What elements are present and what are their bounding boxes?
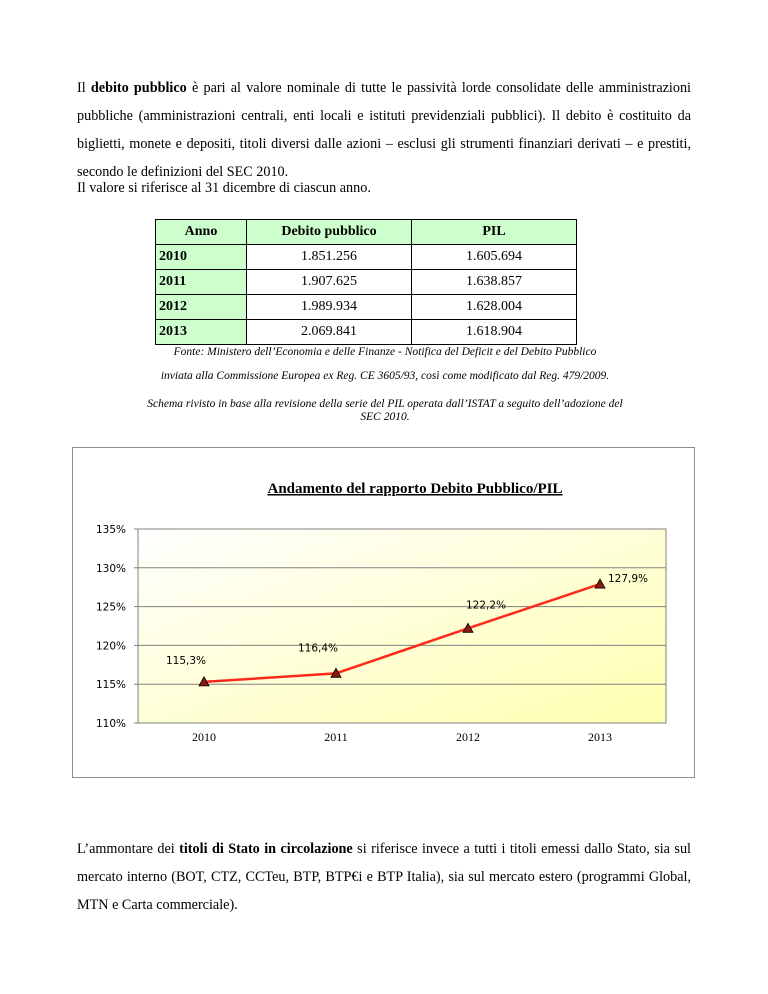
table-row — [156, 295, 577, 320]
row-debito: 1.907.625 — [247, 270, 412, 295]
y-tick-label: 135% — [95, 524, 126, 536]
source-note-line1: Fonte: Ministero dell’Economia e delle Finanze - Notifica del Deficit e del Debito Pubblico — [173, 346, 597, 358]
row-pil: 1.618.904 — [412, 320, 577, 345]
data-label: 122,2% — [465, 599, 507, 612]
outro-text-rest: si riferisce invece a tutti i titoli emessi dallo Stato, sia sul mercato interno (BOT, CTZ, CCTeu, BTP, BTP€i e BTP Italia), sia sul mercato estero (programmi Global, MTN e Carta commerciale). — [77, 841, 691, 913]
row-year: 2011 — [156, 270, 247, 295]
intro-bold-term: debito pubblico — [90, 80, 187, 96]
chart-title: Andamento del rapporto Debito Pubblico/PIL — [267, 481, 563, 497]
outro-paragraph — [77, 835, 691, 919]
x-tick-label: 2012 — [456, 730, 480, 744]
y-tick-label: 125% — [95, 601, 126, 614]
row-pil: 1.628.004 — [412, 295, 577, 320]
y-tick-label: 115% — [95, 679, 126, 692]
header-pil: PIL — [412, 220, 577, 245]
row-pil: 1.605.694 — [412, 245, 577, 270]
data-label: 127,9% — [607, 573, 649, 586]
outro-text-start: L’ammontare dei — [77, 841, 180, 857]
y-tick-label: 120% — [95, 640, 126, 653]
debt-gdp-chart — [72, 447, 695, 778]
intro-paragraph — [77, 74, 691, 186]
row-year: 2013 — [156, 320, 247, 345]
debt-table — [155, 219, 577, 345]
outro-bold-term: titoli di Stato in circolazione — [179, 841, 353, 857]
schema-note-line1: Schema rivisto in base alla revisione della serie del PIL operata dall’ISTAT a seguito dell’adozione del — [147, 398, 623, 410]
table-row — [156, 320, 577, 345]
intro-text-rest: è pari al valore nominale di tutte le passività lorde consolidate delle amministrazioni pubbliche (amministrazioni centrali, enti locali e istituti previdenziali pubblici). Il debito è costituito da biglietti, monete e depositi, titoli diversi dalle azioni – esclusi gli strumenti finanziari derivati – e prestiti, secondo le definizioni del SEC 2010. — [77, 80, 691, 180]
row-pil: 1.638.857 — [412, 270, 577, 295]
plot-area — [138, 529, 666, 723]
row-year: 2010 — [156, 245, 247, 270]
source-note-line2: inviata alla Commissione Europea ex Reg. CE 3605/93, così come modificato dal Reg. 479/2009. — [160, 370, 610, 382]
intro-text-start: Il — [77, 80, 91, 96]
data-label: 116,4% — [297, 642, 339, 655]
x-tick-label: 2013 — [588, 730, 612, 744]
row-debito: 1.851.256 — [247, 245, 412, 270]
header-anno: Anno — [156, 220, 247, 245]
chart-canvas — [73, 448, 696, 779]
header-debito: Debito pubblico — [247, 220, 412, 245]
row-debito: 2.069.841 — [247, 320, 412, 345]
row-year: 2012 — [156, 295, 247, 320]
x-tick-label: 2011 — [324, 730, 348, 744]
date-reference-line: Il valore si riferisce al 31 dicembre di ciascun anno. — [77, 180, 371, 196]
table-row — [156, 245, 577, 270]
y-tick-label: 130% — [95, 562, 126, 575]
schema-note-line2: SEC 2010. — [360, 411, 410, 423]
data-label: 115,3% — [165, 654, 207, 667]
table-row — [156, 270, 577, 295]
y-tick-label: 110% — [95, 718, 126, 730]
row-debito: 1.989.934 — [247, 295, 412, 320]
x-tick-label: 2010 — [192, 730, 216, 744]
table-header-row — [156, 220, 577, 245]
